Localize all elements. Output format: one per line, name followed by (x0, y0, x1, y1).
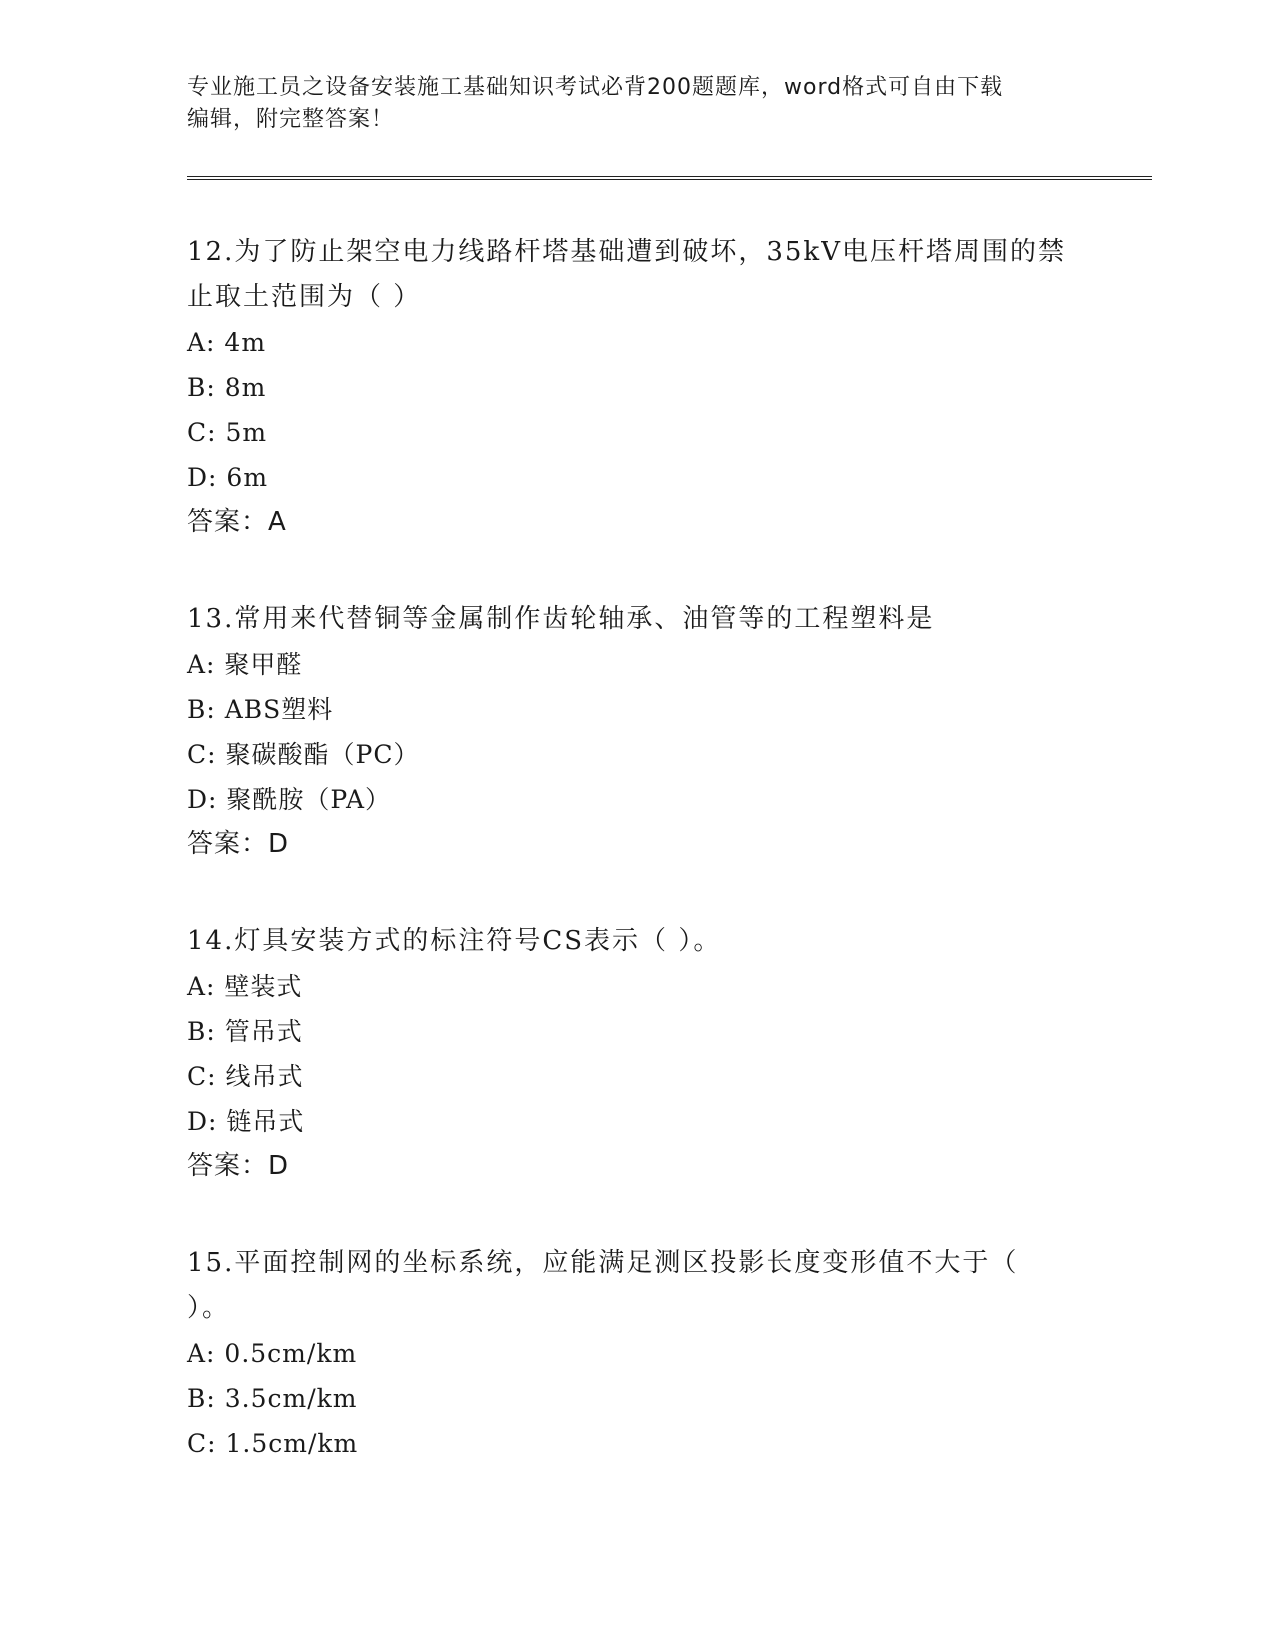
question-stem-line: ）。 (187, 1293, 231, 1323)
question-12 (187, 230, 1087, 545)
question-stem-line: 12.为了防止架空电力线路杆塔基础遭到破坏，35kV电压杆塔周围的禁 (187, 237, 1066, 267)
option-b: B: 8m (187, 373, 267, 402)
answer-line: 答案：A (187, 507, 287, 537)
question-14 (187, 919, 1087, 1189)
question-stem-line: 止取土范围为（ ） (187, 282, 422, 312)
option-c: C: 线吊式 (187, 1062, 304, 1091)
option-b: B: ABS塑料 (187, 695, 334, 724)
header-line-1: 专业施工员之设备安装施工基础知识考试必背200题题库，word格式可自由下载 (187, 75, 1004, 100)
option-a: A: 壁装式 (187, 972, 303, 1001)
option-a: A: 4m (187, 328, 267, 357)
question-stem-line: 15.平面控制网的坐标系统，应能满足测区投影长度变形值不大于（ (187, 1248, 1019, 1278)
question-list (187, 230, 1087, 1518)
answer-line: 答案：D (187, 829, 290, 859)
option-d: D: 6m (187, 463, 269, 492)
option-d: D: 链吊式 (187, 1107, 305, 1136)
question-stem-line: 14.灯具安装方式的标注符号CS表示（ ）。 (187, 926, 722, 956)
option-a: A: 0.5cm/km (187, 1339, 358, 1368)
header-line-2: 编辑，附完整答案！ (187, 107, 395, 132)
header-divider (187, 176, 1152, 180)
option-d: D: 聚酰胺（PA） (187, 785, 391, 814)
document-header (187, 72, 1087, 136)
question-stem-line: 13.常用来代替铜等金属制作齿轮轴承、油管等的工程塑料是 (187, 604, 935, 634)
option-b: B: 3.5cm/km (187, 1384, 358, 1413)
answer-line: 答案：D (187, 1151, 290, 1181)
option-b: B: 管吊式 (187, 1017, 303, 1046)
question-13 (187, 597, 1087, 867)
option-c: C: 1.5cm/km (187, 1429, 359, 1458)
option-a: A: 聚甲醛 (187, 650, 303, 679)
question-15 (187, 1241, 1087, 1466)
option-c: C: 5m (187, 418, 268, 447)
option-c: C: 聚碳酸酯（PC） (187, 740, 420, 769)
